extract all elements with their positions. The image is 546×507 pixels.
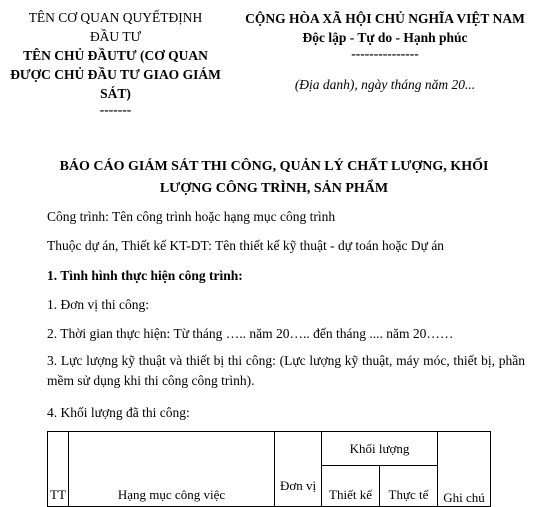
header-design: Thiết kế [322, 466, 380, 507]
header-unit: Đơn vị [275, 432, 322, 507]
national-motto: Độc lập - Tự do - Hạnh phúc [302, 30, 468, 45]
contractor-line: 1. Đơn vị thi công: [47, 297, 150, 312]
header-tt: TT [48, 432, 69, 507]
report-title-line-2: LƯỢNG CÔNG TRÌNH, SẢN PHẨM [159, 181, 389, 196]
header-note: Ghi chú [438, 432, 491, 507]
national-header-block [230, 9, 540, 94]
investor-line-3: SÁT) [100, 86, 131, 101]
investor-line-2: ĐƯỢC CHỦ ĐẦU TƯ GIAO GIÁM [10, 67, 221, 82]
table-header-row-1 [48, 432, 491, 466]
volume-table [47, 431, 491, 507]
report-title-line-1: BÁO CÁO GIÁM SÁT THI CÔNG, QUẢN LÝ CHẤT LƯỢNG, KHỐI [59, 159, 489, 174]
header-item: Hạng mục công việc [69, 432, 275, 507]
investor-line-1: TÊN CHỦ ĐẦUTƯ (CƠ QUAN [23, 48, 208, 63]
left-separator: ------- [99, 102, 132, 117]
agency-line-2: ĐẦU TƯ [89, 29, 142, 44]
header-volume: Khối lượng [322, 432, 438, 466]
section-1-heading: 1. Tình hình thực hiện công trình: [47, 268, 243, 283]
report-title [30, 156, 518, 200]
right-separator: --------------- [351, 46, 419, 61]
agency-line-1: TÊN CƠ QUAN QUYẾTĐỊNH [28, 10, 203, 25]
place-date-line: (Địa danh), ngày tháng năm 20... [294, 77, 476, 92]
header-actual: Thực tế [380, 466, 438, 507]
completed-volume-line: 4. Khối lượng đã thi công: [47, 405, 190, 420]
national-title: CỘNG HÒA XÃ HỘI CHỦ NGHĨA VIỆT NAM [245, 11, 525, 26]
schedule-line: 2. Thời gian thực hiện: Từ tháng ….. năm 20….. đến tháng .... năm 20…… [47, 326, 454, 341]
project-line: Công trình: Tên công trình hoặc hạng mục công trình [47, 209, 336, 224]
issuing-agency-block [8, 8, 223, 117]
resources-paragraph: 3. Lực lượng kỹ thuật và thiết bị thi công: (Lực lượng kỹ thuật, máy móc, thiết bị, phần mềm sử dụng khi thi công công trình). [47, 353, 525, 388]
design-line: Thuộc dự án, Thiết kế KT-DT: Tên thiết kế kỹ thuật - dự toán hoặc Dự án [47, 238, 445, 253]
